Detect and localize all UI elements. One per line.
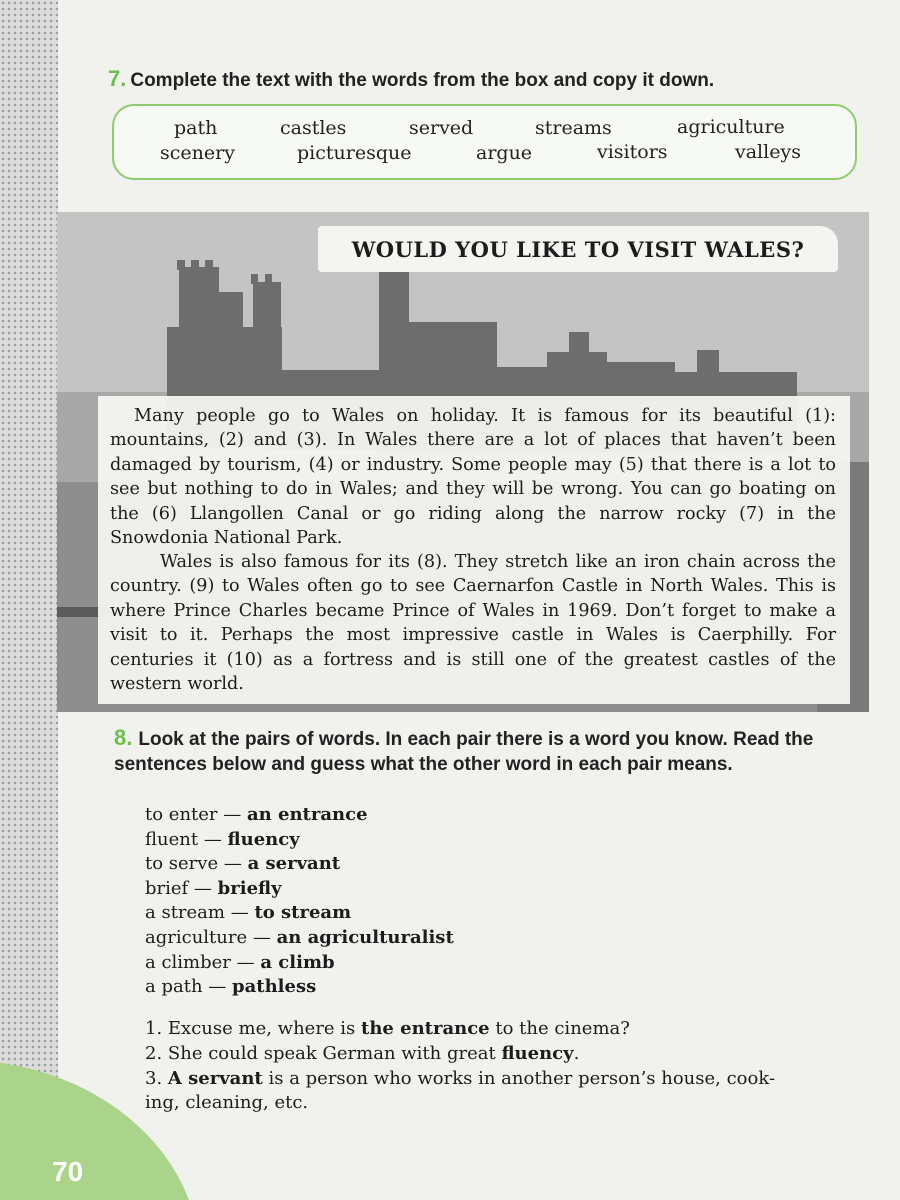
word-box-item: streams [535, 117, 612, 139]
exercise-number: 8. [114, 725, 133, 750]
word-box-item: agriculture [677, 116, 785, 138]
article-text-panel [98, 396, 850, 704]
exercise-number: 7. [108, 66, 127, 91]
word-box-item: picturesque [297, 142, 412, 164]
sentence: 2. She could speak German with great fluency. [145, 1042, 580, 1064]
article-paragraph: Wales is also famous for its (8). They stretch like an iron chain across the country. (9) to Wales often go to see Caernarfon Castle in North Wales. This is where Prince Charles became Prince of Wales in 1969. Don’t forget to make a visit to it. Perhaps the most impressive castle in Wales is Caerphilly. For centuries it (10) as a fortress and is still one of the greatest castles of the western world. [110, 552, 836, 695]
word-box-item: visitors [597, 141, 668, 163]
word-box-item: scenery [160, 142, 235, 164]
word-pair: agriculture — an agriculturalist [145, 926, 454, 948]
word-pair: brief — briefly [145, 877, 282, 899]
word-box-item: served [409, 117, 474, 139]
word-pair: a stream — to stream [145, 902, 352, 924]
word-pairs-list [145, 803, 454, 1000]
word-box-item: valleys [735, 141, 801, 163]
example-sentences [145, 1017, 875, 1116]
sentence-continuation: ing, cleaning, etc. [145, 1092, 309, 1114]
word-box-item: argue [476, 142, 533, 164]
word-pair: fluent — fluency [145, 828, 300, 850]
exercise-instruction: Look at the pairs of words. In each pair there is a word you know. Read the sentences below and guess what the other word in each pair means. [114, 729, 814, 775]
page-number: 70 [52, 1156, 84, 1187]
exercise-8-heading [114, 726, 874, 777]
word-pair: a climber — a climb [145, 951, 335, 973]
article-paragraph: Many people go to Wales on holiday. It is famous for its beautiful (1): mountains, (2) and (3). In Wales there are a lot of places that haven’t been damaged by tourism, (4) or industry. Some people may (5) that there is a lot to see but nothing to do in Wales; and they will be wrong. You can go boating on the (6) Llangollen Canal or go riding along the narrow rocky (7) in the Snowdonia National Park. [110, 406, 836, 549]
word-box [112, 104, 857, 180]
word-box-item: path [174, 117, 218, 139]
sentence: 3. A servant is a person who works in another person’s house, cook- [145, 1067, 776, 1089]
exercise-instruction: Complete the text with the words from the box and copy it down. [130, 70, 715, 91]
sentence: 1. Excuse me, where is the entrance to the cinema? [145, 1018, 630, 1039]
word-pair: a path — pathless [145, 976, 317, 998]
article-title: WOULD YOU LIKE TO VISIT WALES? [318, 226, 838, 272]
dotted-margin [0, 0, 58, 1200]
exercise-7-heading [108, 66, 714, 92]
word-pair: to serve — a servant [145, 853, 341, 875]
word-box-item: castles [280, 117, 347, 139]
word-pair: to enter — an entrance [145, 804, 368, 825]
